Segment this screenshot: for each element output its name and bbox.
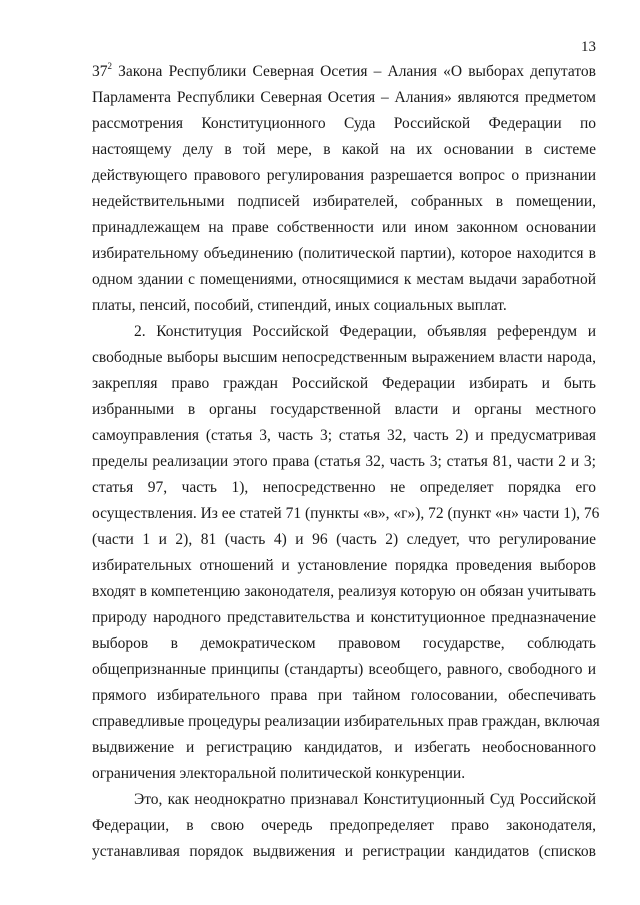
text-line: Федерации, в свою очередь предопределяет право законодателя, bbox=[92, 817, 596, 834]
text-line: Парламента Республики Северная Осетия – Алания» являются предметом bbox=[92, 89, 596, 106]
text-line: платы, пенсий, пособий, стипендий, иных социальных выплат. bbox=[92, 297, 507, 314]
text-line: принадлежащем на праве собственности или ином законном основании bbox=[92, 219, 596, 236]
text-line: входят в компетенцию законодателя, реализуя которую он обязан учитывать bbox=[92, 583, 596, 600]
text-line: самоуправления (статья 3, часть 3; статья 32, часть 2) и предусматривая bbox=[92, 427, 596, 444]
text-line: одном здании с помещениями, относящимися к местам выдачи заработной bbox=[92, 271, 596, 288]
text-line: $37^2$ Закона Республики Северная Осетия – Алания «О выборах депутатов bbox=[92, 60, 596, 80]
text-line: Это, как неоднократно признавал Конституционный Суд Российской bbox=[134, 791, 596, 808]
text-line: избранными в органы государственной власти и органы местного bbox=[92, 401, 596, 418]
text-line: прямого избирательного права при тайном голосовании, обеспечивать bbox=[92, 687, 596, 704]
text-line: пределы реализации этого права (статья 32, часть 3; статья 81, части 2 и 3; bbox=[92, 453, 596, 470]
text-line: осуществления. Из ее статей 71 (пункты «в», «г»), 72 (пункт «н» части 1), 76 bbox=[92, 505, 600, 522]
text-line: избирательных отношений и установление порядка проведения выборов bbox=[92, 557, 596, 574]
text-line: устанавливая порядок выдвижения и регистрации кандидатов (списков bbox=[92, 843, 596, 860]
text-line: статья 97, часть 1), непосредственно не определяет порядка его bbox=[92, 479, 596, 496]
text-line: избирательному объединению (политической партии), которое находится в bbox=[92, 245, 596, 262]
text-line: свободные выборы высшим непосредственным выражением власти народа, bbox=[92, 349, 596, 366]
text-line: недействительными подписей избирателей, собранных в помещении, bbox=[92, 193, 596, 210]
text-line: выдвижение и регистрацию кандидатов, и избегать необоснованного bbox=[92, 739, 596, 756]
text-line: рассмотрения Конституционного Суда Российской Федерации по bbox=[92, 115, 596, 132]
text-line: закрепляя право граждан Российской Федерации избирать и быть bbox=[92, 375, 596, 392]
text-line: ограничения электоральной политической конкуренции. bbox=[92, 765, 466, 782]
text-line: (части 1 и 2), 81 (часть 4) и 96 (часть 2) следует, что регулирование bbox=[92, 531, 596, 548]
page-number: 13 bbox=[581, 39, 596, 55]
text-line: общепризнанные принципы (стандарты) всеобщего, равного, свободного и bbox=[92, 661, 596, 678]
text-line: выборов в демократическом правовом государстве, соблюдать bbox=[92, 635, 596, 652]
text-line: настоящему делу в той мере, в какой на их основании в системе bbox=[92, 141, 596, 158]
text-line: справедливые процедуры реализации избирательных прав граждан, включая bbox=[92, 713, 600, 730]
text-line: 2. Конституция Российской Федерации, объявляя референдум и bbox=[134, 323, 596, 340]
text-line: действующего правового регулирования разрешается вопрос о признании bbox=[92, 167, 596, 184]
text-line: природу народного представительства и конституционное предназначение bbox=[92, 609, 596, 626]
